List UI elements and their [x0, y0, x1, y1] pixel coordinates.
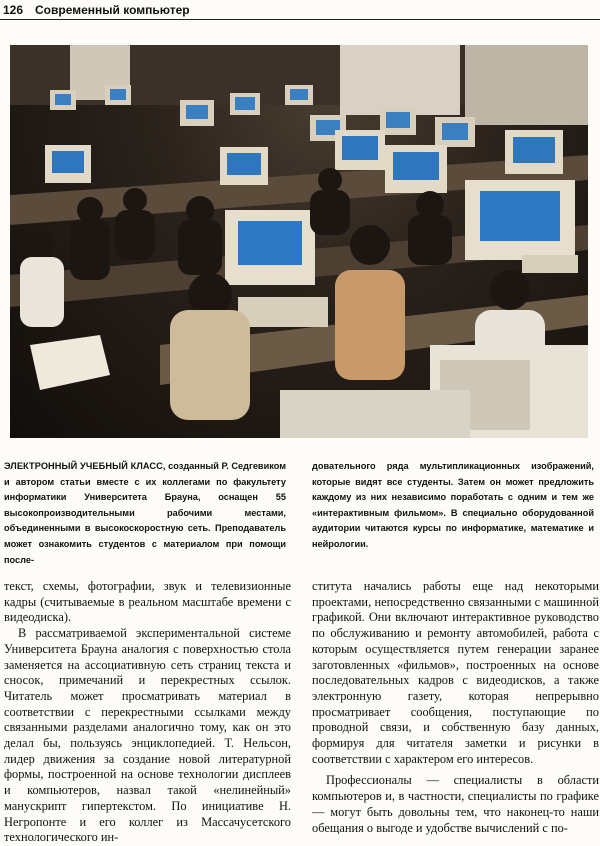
- foreground-desk: [280, 390, 470, 438]
- body-column-left: [4, 579, 291, 846]
- page-number: 126: [3, 3, 24, 17]
- caption-lead: ЭЛЕКТРОННЫЙ УЧЕБНЫЙ КЛАСС,: [4, 461, 166, 471]
- classroom-photo: [10, 45, 588, 438]
- figure-caption-right: [312, 459, 594, 553]
- keyboard: [522, 255, 578, 273]
- caption-text-right: довательного ряда мультипликационных изображений, которые видят все студенты. Затем он может предложить каждому из них независимо поработать с одним и тем же «интерактивным фильмом». В специально оборудованной аудитории читаются курсы по информатике, математике и нейрологии.: [312, 461, 594, 549]
- paragraph: В рассматриваемой экспериментальной системе Университета Брауна аналогия с поверхностью стола заменяется на ассоциативную сеть страниц текста и сносок, примечаний и перекрестных ссылок. Читатель может просматривать материал в соответствии с перекрестными ссылками между связанными разделами аналогично тому, как он это делал бы, пользуясь энциклопедией. Т. Нельсон, лидер движения за создание новой литературной формы, построенной на основе технологии дисплеев и компьютеров, назвал такой «нелинейный» манускрипт гипертекстом. По инициативе Н. Негропонте и его коллег из Массачусетского технологического ин-: [4, 626, 291, 845]
- keyboard: [238, 297, 328, 327]
- caption-text-left: созданный Р. Седгевиком и автором статьи вместе с их коллегами по факультету информатики Университета Брауна, оснащен 55 высокопроизводительными рабочими местами, объединенными в высокоскоростную сеть. Преподаватель может ознакомить студентов с материалом при помощи после-: [4, 461, 286, 565]
- paper-sheet: [30, 335, 110, 390]
- running-header: [0, 0, 600, 20]
- body-column-right: [312, 579, 599, 836]
- wall-panel: [340, 45, 460, 115]
- paragraph: Профессионалы — специалисты в области компьютеров и, в частности, специалисты по графике — могут быть довольны тем, что наконец-то наши обещания о выгоде и удобстве вычислений с по-: [312, 773, 599, 835]
- header-rule: [0, 19, 600, 20]
- paragraph: текст, схемы, фотографии, звук и телевизионные кадры (считываемые в реальном масштабе времени с видеодиска).: [4, 579, 291, 625]
- wall-panel: [465, 45, 588, 125]
- paragraph: ститута начались работы еще над некоторыми проектами, непосредственно связанными с машинной графикой. Они включают интерактивное руководство по обслуживанию и ремонту автомобилей, работа с которым осуществляется путем генерации заранее заготовленных «фильмов», построенных на основе последовательных кадров с видеодисков, а также электронную газету, которая непрерывно просматривает сообщения, поступающие по проводной связи, и собственную базу данных, формируя для читателя заметки и рисунки в соответствии с характером его интересов.: [312, 579, 599, 766]
- figure-caption-left: [4, 459, 286, 568]
- running-title: Современный компьютер: [35, 3, 190, 17]
- classroom-illustration: [10, 45, 588, 438]
